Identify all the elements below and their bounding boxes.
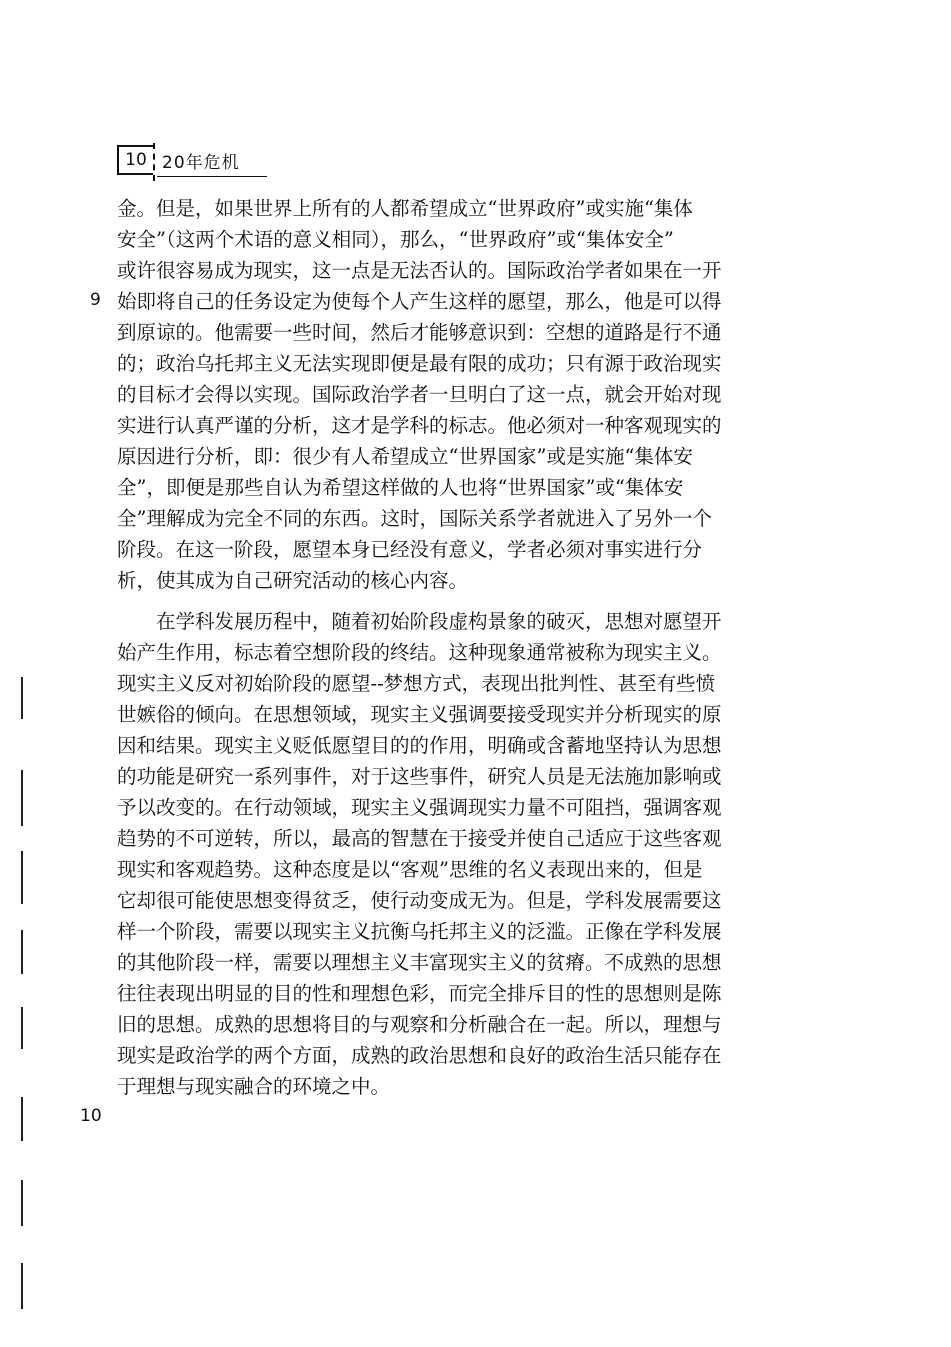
text-line: 的目标才会得以实现。国际政治学者一旦明白了这一点，就会开始对现 xyxy=(117,383,722,406)
text-line: 安全”（这两个术语的意义相同），那么，“世界政府”或“集体安全” xyxy=(117,228,674,251)
margin-bar xyxy=(21,930,23,974)
margin-bar xyxy=(21,677,23,719)
page-number: 10 xyxy=(117,145,153,175)
text-line: 析，使其成为自己研究活动的核心内容。 xyxy=(117,569,469,592)
text-line: 现实主义反对初始阶段的愿望--梦想方式，表现出批判性、甚至有些愤 xyxy=(117,672,716,695)
text-line: 金。但是，如果世界上所有的人都希望成立“世界政府”或实施“集体 xyxy=(117,197,693,220)
text-line: 全”，即便是那些自认为希望这样做的人也将“世界国家”或“集体安 xyxy=(117,476,684,499)
text-line: 它却很可能使思想变得贫乏，使行动变成无为。但是，学科发展需要这 xyxy=(117,889,722,912)
text-line: 阶段。在这一阶段，愿望本身已经没有意义，学者必须对事实进行分 xyxy=(117,538,703,561)
text-line: 原因进行分析，即：很少有人希望成立“世界国家”或是实施“集体安 xyxy=(117,445,693,468)
header-underline xyxy=(157,176,267,177)
text-line: 现实和客观趋势。这种态度是以“客观”思维的名义表现出来的，但是 xyxy=(117,858,703,881)
margin-page-ref-10: 10 xyxy=(80,1106,102,1126)
text-line: 到原谅的。他需要一些时间，然后才能够意识到：空想的道路是行不通 xyxy=(117,321,722,344)
text-line: 旧的思想。成熟的思想将目的与观察和分析融合在一起。所以，理想与 xyxy=(117,1013,722,1036)
text-line: 或许很容易成为现实，这一点是无法否认的。国际政治学者如果在一开 xyxy=(117,259,722,282)
text-line: 世嫉俗的倾向。在思想领域，现实主义强调要接受现实并分析现实的原 xyxy=(117,703,722,726)
text-line: 全”理解成为完全不同的东西。这时，国际关系学者就进入了另外一个 xyxy=(117,507,712,530)
text-line: 的；政治乌托邦主义无法实现即便是最有限的成功；只有源于政治现实 xyxy=(117,352,722,375)
text-line: 样一个阶段，需要以现实主义抗衡乌托邦主义的泛滥。正像在学科发展 xyxy=(117,920,722,943)
text-line: 实进行认真严谨的分析，这才是学科的标志。他必须对一种客观现实的 xyxy=(117,414,722,437)
margin-bar xyxy=(21,1007,23,1049)
running-header xyxy=(117,145,377,179)
running-title: 20年危机 xyxy=(162,153,240,173)
margin-bar xyxy=(21,1180,23,1226)
text-line: 于理想与现实融合的环境之中。 xyxy=(117,1075,391,1098)
margin-bar xyxy=(21,1263,23,1309)
text-line: 的功能是研究一系列事件，对于这些事件，研究人员是无法施加影响或 xyxy=(117,765,722,788)
text-line: 趋势的不可逆转，所以，最高的智慧在于接受并使自己适应于这些客观 xyxy=(117,827,722,850)
text-line: 现实是政治学的两个方面，成熟的政治思想和良好的政治生活只能存在 xyxy=(117,1044,722,1067)
text-line: 予以改变的。在行动领域，现实主义强调现实力量不可阻挡，强调客观 xyxy=(117,796,722,819)
margin-bar xyxy=(21,770,23,826)
text-line: 始即将自己的任务设定为使每个人产生这样的愿望，那么，他是可以得 xyxy=(117,290,722,313)
text-line: 因和结果。现实主义贬低愿望目的的作用，明确或含蓄地坚持认为思想 xyxy=(117,734,722,757)
header-separator xyxy=(153,143,155,181)
margin-bar xyxy=(21,851,23,904)
margin-page-ref-9: 9 xyxy=(90,290,101,310)
text-line: 在学科发展历程中，随着初始阶段虚构景象的破灭，思想对愿望开 xyxy=(117,610,722,633)
text-line: 往往表现出明显的目的性和理想色彩，而完全排斥目的性的思想则是陈 xyxy=(117,982,722,1005)
text-line: 始产生作用，标志着空想阶段的终结。这种现象通常被称为现实主义。 xyxy=(117,641,722,664)
text-line: 的其他阶段一样，需要以理想主义丰富现实主义的贫瘠。不成熟的思想 xyxy=(117,951,722,974)
margin-bar xyxy=(21,1097,23,1141)
